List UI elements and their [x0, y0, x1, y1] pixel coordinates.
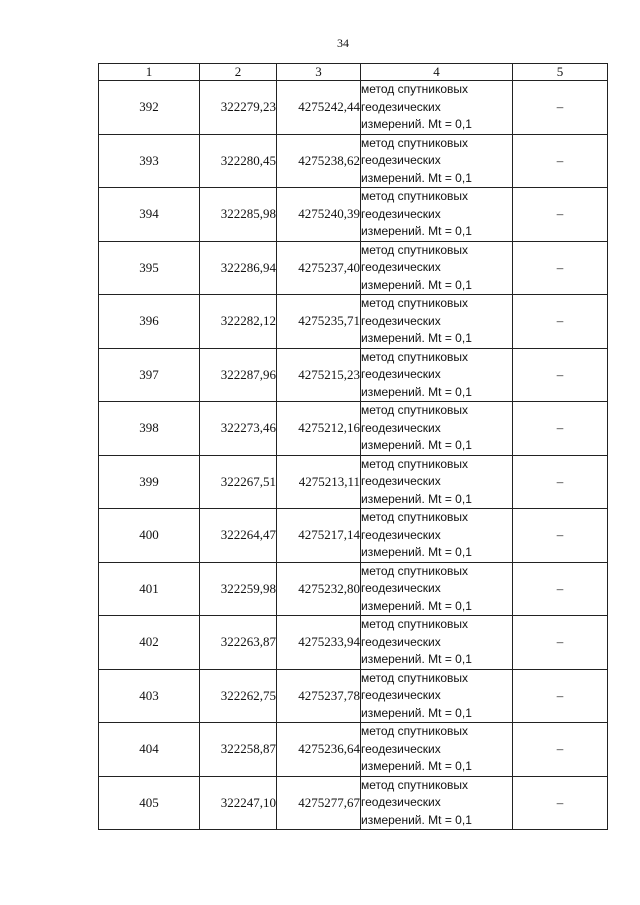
method-line-2: геодезических	[361, 313, 441, 328]
x-coordinate-cell: 322267,51	[200, 455, 277, 509]
method-cell	[361, 81, 513, 135]
method-cell	[361, 616, 513, 670]
method-line-3: измерений. Mt = 0,1	[361, 759, 472, 773]
method-line-1: метод спутниковых	[361, 82, 469, 96]
point-number-cell: 392	[99, 81, 200, 135]
note-cell: –	[513, 295, 608, 349]
x-coordinate-cell: 322287,96	[200, 348, 277, 402]
y-coordinate-cell: 4275215,23	[277, 348, 361, 402]
header-col-2: 2	[200, 64, 277, 81]
method-line-3: измерений. Mt = 0,1	[361, 652, 472, 666]
method-cell	[361, 723, 513, 777]
note-cell: –	[513, 776, 608, 830]
method-line-1: метод спутниковых	[361, 777, 469, 792]
point-number-cell: 398	[99, 402, 200, 456]
method-line-2: геодезических	[361, 474, 441, 488]
method-line-2: геодезических	[361, 795, 441, 809]
method-line-1: метод спутниковых	[361, 456, 469, 471]
method-line-1: метод спутниковых	[361, 242, 469, 257]
point-number-cell: 394	[99, 188, 200, 242]
x-coordinate-cell: 322280,45	[200, 134, 277, 188]
y-coordinate-cell: 4275236,64	[277, 723, 361, 777]
point-number-cell: 400	[99, 509, 200, 563]
method-line-2: геодезических	[361, 367, 441, 381]
table-row	[99, 616, 608, 670]
method-line-2: геодезических	[361, 527, 441, 542]
point-number-cell: 401	[99, 562, 200, 616]
method-cell	[361, 455, 513, 509]
point-number-cell: 402	[99, 616, 200, 670]
method-line-2: геодезических	[361, 260, 441, 274]
table-row	[99, 562, 608, 616]
method-line-1: метод спутниковых	[361, 349, 469, 364]
method-line-2: геодезических	[361, 420, 441, 435]
point-number-cell: 405	[99, 776, 200, 830]
x-coordinate-cell: 322285,98	[200, 188, 277, 242]
note-cell: –	[513, 509, 608, 563]
point-number-cell: 404	[99, 723, 200, 777]
x-coordinate-cell: 322282,12	[200, 295, 277, 349]
y-coordinate-cell: 4275233,94	[277, 616, 361, 670]
note-cell: –	[513, 616, 608, 670]
header-row	[99, 64, 608, 81]
method-line-2: геодезических	[361, 99, 441, 114]
table-row	[99, 241, 608, 295]
y-coordinate-cell: 4275237,40	[277, 241, 361, 295]
coordinates-table	[98, 63, 608, 830]
table-row	[99, 455, 608, 509]
method-line-1: метод спутниковых	[361, 724, 469, 738]
table-row	[99, 723, 608, 777]
note-cell: –	[513, 188, 608, 242]
method-line-3: измерений. Mt = 0,1	[361, 331, 472, 345]
point-number-cell: 393	[99, 134, 200, 188]
x-coordinate-cell: 322286,94	[200, 241, 277, 295]
table-row	[99, 402, 608, 456]
method-line-2: геодезических	[361, 688, 441, 702]
method-line-3: измерений. Mt = 0,1	[361, 705, 472, 720]
method-line-1: метод спутниковых	[361, 563, 469, 578]
point-number-cell: 403	[99, 669, 200, 723]
point-number-cell: 399	[99, 455, 200, 509]
table-row	[99, 188, 608, 242]
point-number-cell: 397	[99, 348, 200, 402]
method-line-1: метод спутниковых	[361, 135, 469, 150]
method-cell	[361, 241, 513, 295]
method-line-1: метод спутниковых	[361, 296, 469, 310]
x-coordinate-cell: 322258,87	[200, 723, 277, 777]
page-number: 34	[337, 36, 349, 50]
y-coordinate-cell: 4275217,14	[277, 509, 361, 563]
method-line-2: геодезических	[361, 741, 441, 756]
method-line-1: метод спутниковых	[361, 670, 469, 685]
table-row	[99, 509, 608, 563]
note-cell: –	[513, 348, 608, 402]
method-cell	[361, 348, 513, 402]
x-coordinate-cell: 322263,87	[200, 616, 277, 670]
x-coordinate-cell: 322247,10	[200, 776, 277, 830]
header-col-5: 5	[513, 64, 608, 81]
method-cell	[361, 188, 513, 242]
method-cell	[361, 295, 513, 349]
x-coordinate-cell: 322279,23	[200, 81, 277, 135]
y-coordinate-cell: 4275277,67	[277, 776, 361, 830]
method-cell	[361, 134, 513, 188]
x-coordinate-cell: 322264,47	[200, 509, 277, 563]
header-col-1: 1	[99, 64, 200, 81]
method-line-1: метод спутниковых	[361, 510, 469, 524]
y-coordinate-cell: 4275240,39	[277, 188, 361, 242]
method-line-3: измерений. Mt = 0,1	[361, 491, 472, 506]
x-coordinate-cell: 322273,46	[200, 402, 277, 456]
x-coordinate-cell: 322262,75	[200, 669, 277, 723]
note-cell: –	[513, 669, 608, 723]
method-cell	[361, 669, 513, 723]
y-coordinate-cell: 4275237,78	[277, 669, 361, 723]
method-line-1: метод спутниковых	[361, 617, 469, 631]
method-line-3: измерений. Mt = 0,1	[361, 224, 472, 238]
note-cell: –	[513, 455, 608, 509]
table-row	[99, 669, 608, 723]
header-col-4: 4	[361, 64, 513, 81]
note-cell: –	[513, 562, 608, 616]
table-body	[99, 81, 608, 830]
method-line-1: метод спутниковых	[361, 189, 469, 203]
table-row	[99, 134, 608, 188]
point-number-cell: 395	[99, 241, 200, 295]
y-coordinate-cell: 4275213,11	[277, 455, 361, 509]
table-row	[99, 776, 608, 830]
y-coordinate-cell: 4275212,16	[277, 402, 361, 456]
method-cell	[361, 402, 513, 456]
method-line-1: метод спутниковых	[361, 403, 469, 417]
header-col-3: 3	[277, 64, 361, 81]
method-line-2: геодезических	[361, 206, 441, 221]
point-number-cell: 396	[99, 295, 200, 349]
note-cell: –	[513, 241, 608, 295]
note-cell: –	[513, 81, 608, 135]
method-line-3: измерений. Mt = 0,1	[361, 545, 472, 559]
method-line-3: измерений. Mt = 0,1	[361, 812, 472, 827]
method-line-2: геодезических	[361, 581, 441, 595]
y-coordinate-cell: 4275235,71	[277, 295, 361, 349]
method-line-3: измерений. Mt = 0,1	[361, 117, 472, 131]
table-row	[99, 295, 608, 349]
method-line-3: измерений. Mt = 0,1	[361, 438, 472, 452]
y-coordinate-cell: 4275232,80	[277, 562, 361, 616]
table-row	[99, 81, 608, 135]
method-line-3: измерений. Mt = 0,1	[361, 598, 472, 613]
method-line-2: геодезических	[361, 153, 441, 167]
method-line-3: измерений. Mt = 0,1	[361, 170, 472, 185]
method-cell	[361, 509, 513, 563]
table-row	[99, 348, 608, 402]
y-coordinate-cell: 4275238,62	[277, 134, 361, 188]
method-cell	[361, 562, 513, 616]
note-cell: –	[513, 723, 608, 777]
note-cell: –	[513, 402, 608, 456]
method-line-3: измерений. Mt = 0,1	[361, 384, 472, 399]
method-cell	[361, 776, 513, 830]
method-line-3: измерений. Mt = 0,1	[361, 277, 472, 292]
y-coordinate-cell: 4275242,44	[277, 81, 361, 135]
x-coordinate-cell: 322259,98	[200, 562, 277, 616]
note-cell: –	[513, 134, 608, 188]
method-line-2: геодезических	[361, 634, 441, 649]
